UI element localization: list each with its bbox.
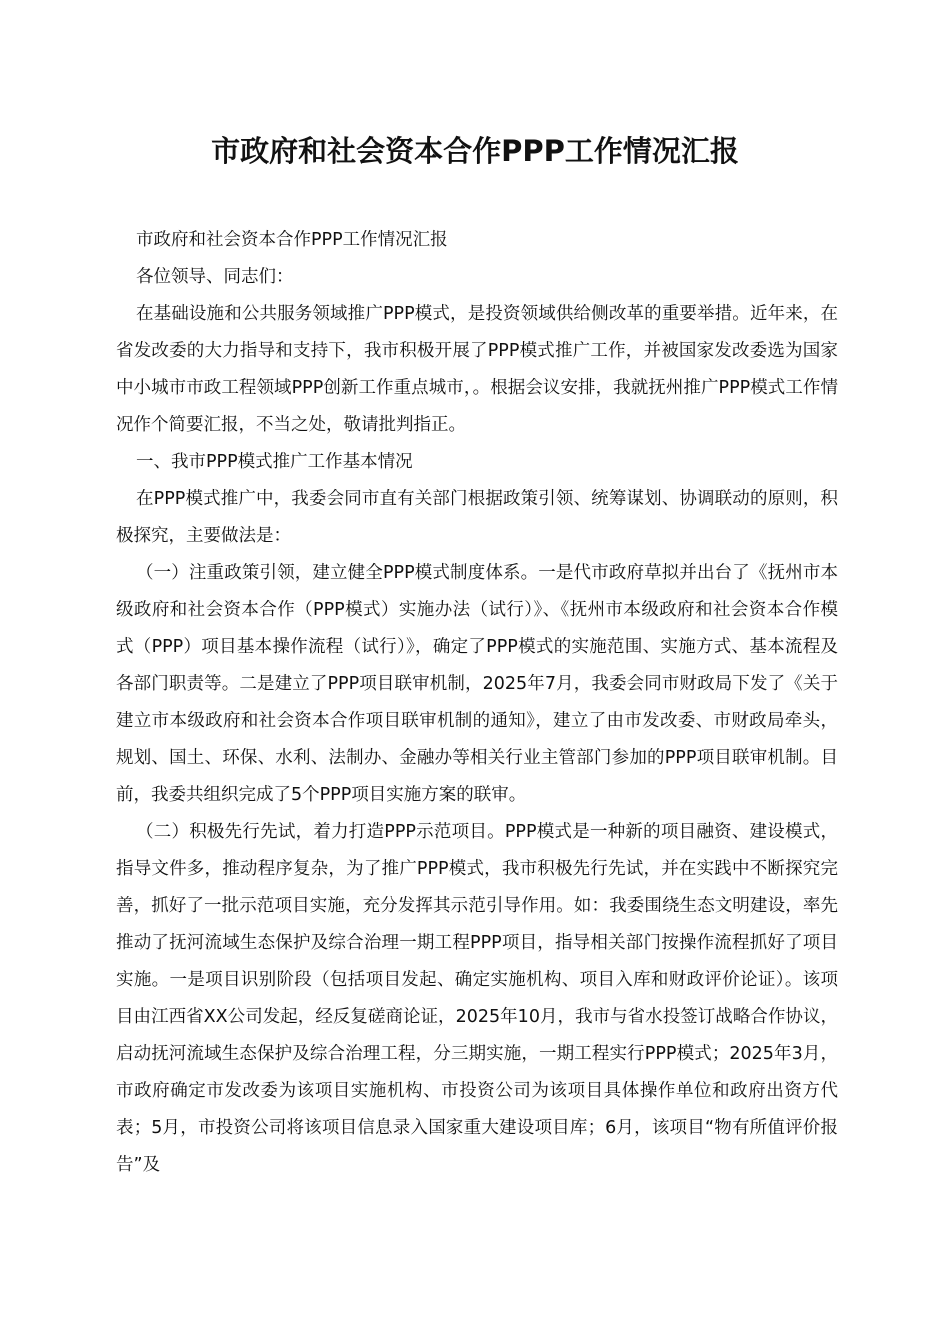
paragraph-policy: （一）注重政策引领，建立健全PPP模式制度体系。一是代市政府草拟并出台了《抚州市本级政府和社会资本合作（PPP模式）实施办法（试行）》、《抚州市本级政府和社会资本合作模式（PPP）项目基本操作流程（试行）》，确定了PPP模式的实施范围、实施方式、基本流程及各部门职责等。二是建立了PPP项目联审机制，2025年7月，我委会同市财政局下发了《关于建立市本级政府和社会资本合作项目联审机制的通知》，建立了由市发改委、市财政局牵头，规划、国土、环保、水利、法制办、金融办等相关行业主管部门参加的PPP项目联审机制。目前，我委共组织完成了5个PPP项目实施方案的联审。: [116, 563, 838, 805]
paragraph-pilot: （二）积极先行先试，着力打造PPP示范项目。PPP模式是一种新的项目融资、建设模式，指导文件多，推动程序复杂，为了推广PPP模式，我市积极先行先试，并在实践中不断探究完善，抓好了一批示范项目实施，充分发挥其示范引导作用。如：我委围绕生态文明建设，率先推动了抚河流域生态保护及综合治理一期工程PPP项目，指导相关部门按操作流程抓好了项目实施。一是项目识别阶段（包括项目发起、确定实施机构、项目入库和财政评价论证）。该项目由江西省XX公司发起，经反复磋商论证，2025年10月，我市与省水投签订战略合作协议，启动抚河流域生态保护及综合治理工程，分三期实施，一期工程实行PPP模式；2025年3月，市政府确定市发改委为该项目实施机构、市投资公司为该项目具体操作单位和政府出资方代表；5月，市投资公司将该项目信息录入国家重大建设项目库；6月，该项目“物有所值评价报告”及: [116, 822, 838, 1175]
paragraph-intro: 在基础设施和公共服务领域推广PPP模式，是投资领域供给侧改革的重要举措。近年来，在省发改委的大力指导和支持下，我市积极开展了PPP模式推广工作，并被国家发改委选为国家中小城市市政工程领域PPP创新工作重点城市，。根据会议安排，我就抚州推广PPP模式工作情况作个简要汇报，不当之处，敬请批判指正。: [116, 304, 838, 435]
paragraph-salutation: 各位领导、同志们：: [136, 267, 294, 287]
document-body: [116, 222, 838, 1184]
document-title: 市政府和社会资本合作PPP工作情况汇报: [211, 134, 739, 168]
paragraph-methods: 在PPP模式推广中，我委会同市直有关部门根据政策引领、统筹谋划、协调联动的原则，积极探究，主要做法是：: [116, 489, 838, 546]
paragraph-subtitle: 市政府和社会资本合作PPP工作情况汇报: [136, 230, 448, 250]
section-heading-1: 一、我市PPP模式推广工作基本情况: [136, 452, 413, 472]
